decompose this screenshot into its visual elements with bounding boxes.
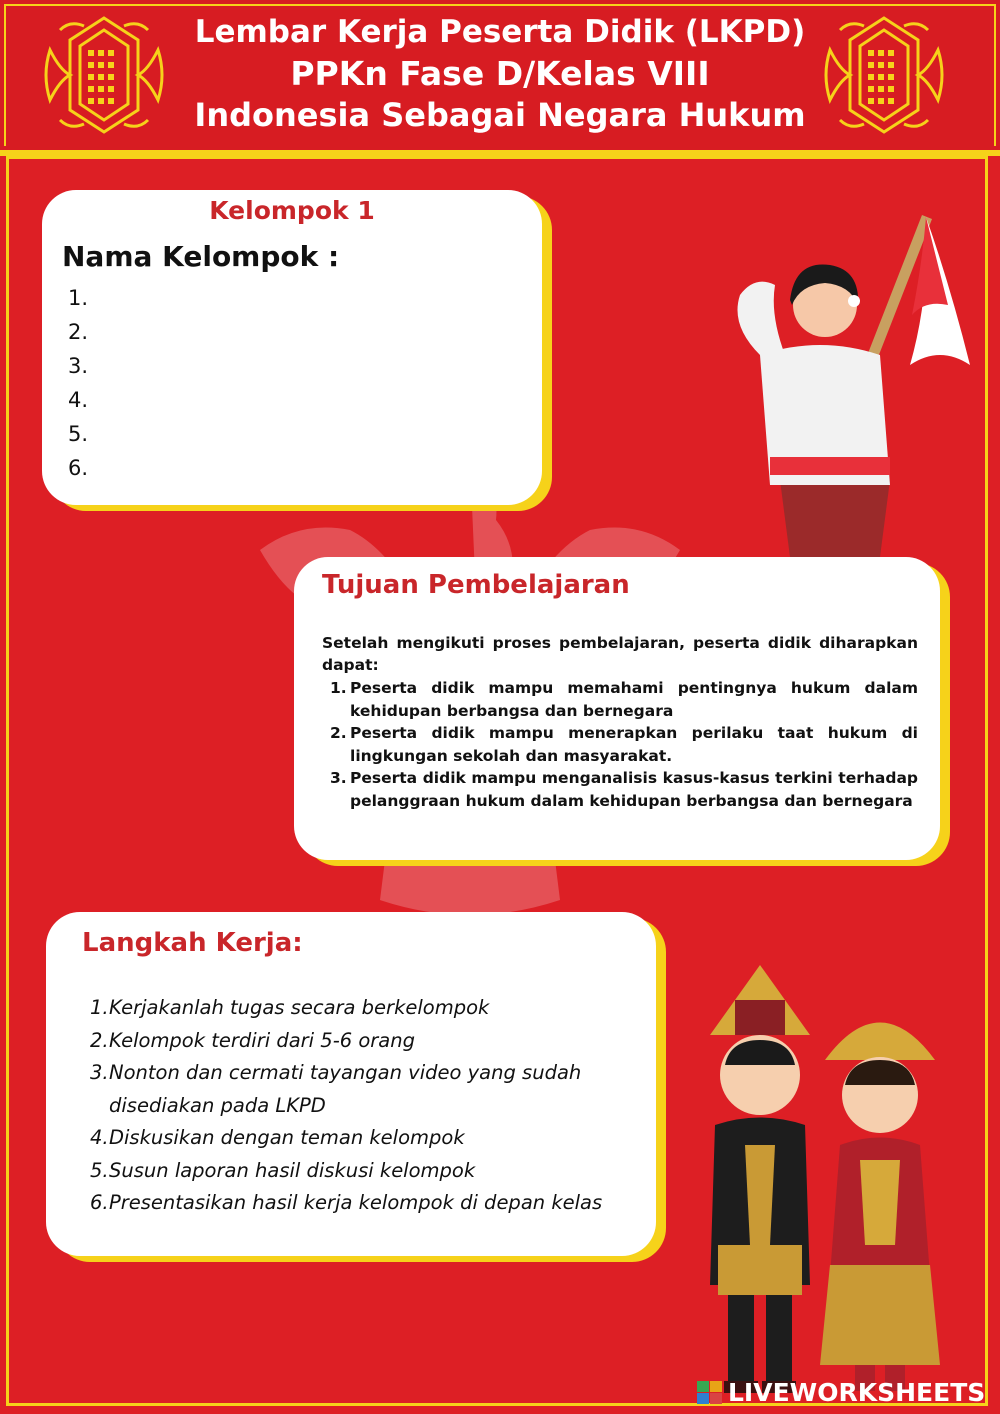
step-item: [90, 1122, 630, 1155]
step-number: 3.: [90, 1061, 109, 1084]
step-text: Kelompok terdiri dari 5-6 orang: [109, 1028, 415, 1052]
step-text: Diskusikan dengan teman kelompok: [109, 1126, 465, 1149]
step-number: 5.: [90, 1158, 109, 1182]
objectives-intro: Setelah mengikuti proses pembelajaran, peserta didik diharapkan dapat:: [322, 634, 918, 674]
step-item: [90, 1025, 630, 1058]
steps-list: [90, 992, 630, 1220]
objectives-title: Tujuan Pembelajaran: [322, 570, 630, 600]
objective-number: 3.: [330, 769, 347, 787]
objective-text: Peserta didik mampu menerapkan perilaku taat hukum di lingkungan sekolah dan masyarakat.: [350, 724, 918, 765]
traditional-couple-illustration: [690, 945, 955, 1400]
objective-text: Peserta didik mampu menganalisis kasus-kasus terkini terhadap pelanggraan hukum dalam kehidupan berbangsa dan bernegara: [350, 769, 918, 810]
step-number: 2.: [90, 1028, 109, 1052]
step-item: [90, 1187, 630, 1220]
step-text: Nonton dan cermati tayangan video yang sudah disediakan pada LKPD: [109, 1061, 582, 1117]
step-number: 6.: [90, 1191, 109, 1214]
group-name-label: Nama Kelompok :: [62, 240, 340, 273]
step-text: Presentasikan hasil kerja kelompok di depan kelas: [109, 1191, 603, 1214]
group-card: [42, 190, 542, 505]
step-item: [90, 1057, 630, 1122]
watermark-text: LIVEWORKSHEETS: [728, 1378, 986, 1407]
header-title-line-1: Lembar Kerja Peserta Didik (LKPD): [194, 14, 806, 50]
step-text: Kerjakanlah tugas secara berkelompok: [109, 996, 490, 1019]
objective-item: [330, 677, 918, 722]
header-banner: [0, 0, 1000, 156]
step-item: [90, 992, 630, 1025]
objective-text: Peserta didik mampu memahami pentingnya hukum dalam kehidupan berbangsa dan bernegara: [350, 679, 918, 720]
objective-item: [330, 767, 918, 812]
steps-title: Langkah Kerja:: [82, 928, 303, 958]
group-title: Kelompok 1: [209, 196, 375, 225]
girl-with-flag-illustration: [700, 205, 980, 557]
objectives-list: [330, 677, 918, 812]
member-slot[interactable]: 3.: [68, 354, 89, 378]
member-slot[interactable]: 1.: [68, 286, 89, 310]
member-list: [68, 286, 88, 490]
objective-item: [330, 722, 918, 767]
member-slot[interactable]: 2.: [68, 320, 89, 344]
step-number: 1.: [90, 996, 109, 1019]
objective-number: 2.: [330, 724, 347, 742]
member-slot[interactable]: 6.: [68, 456, 89, 480]
member-slot[interactable]: 5.: [68, 422, 89, 446]
header-title-line-2: PPKn Fase D/Kelas VIII: [290, 54, 710, 93]
step-text: Susun laporan hasil diskusi kelompok: [109, 1158, 476, 1182]
step-item: [90, 1155, 630, 1188]
header-title-line-3: Indonesia Sebagai Negara Hukum: [194, 96, 806, 134]
step-number: 4.: [90, 1126, 109, 1149]
objective-number: 1.: [330, 679, 347, 697]
liveworksheets-logo-icon: [697, 1381, 723, 1405]
member-slot[interactable]: 4.: [68, 388, 89, 412]
